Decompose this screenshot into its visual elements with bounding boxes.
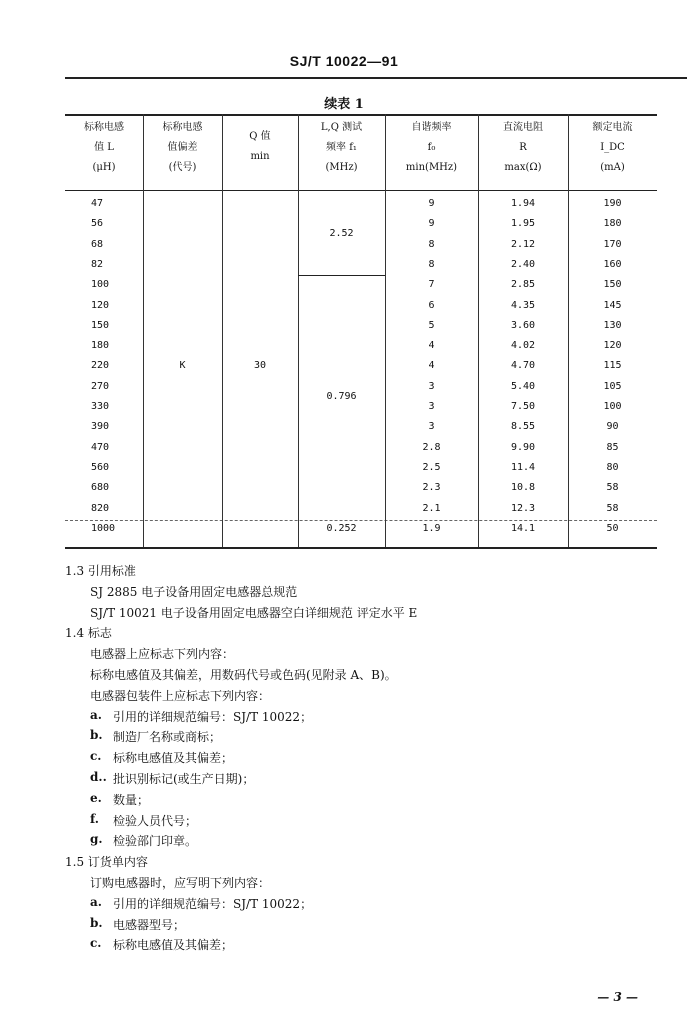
- srf-value: 9: [428, 198, 435, 209]
- table-header-cell: [222, 127, 298, 167]
- srf-value: 6: [428, 299, 435, 311]
- dcr-value: 4.35: [510, 299, 536, 311]
- table-col-divider: [222, 114, 223, 547]
- dcr-value: 1.95: [510, 218, 536, 230]
- dcr-value: 10.8: [510, 482, 536, 494]
- srf-value: 9: [428, 218, 435, 230]
- section-heading: 1.4 标志: [65, 626, 112, 641]
- table-title: 续表 1: [324, 97, 364, 112]
- paragraph-line: 标称电感值及其偏差，用数码代号或色码(见附录 A、B)。: [90, 668, 397, 682]
- marking-item-text: 数量；: [113, 792, 150, 807]
- current-value: 145: [603, 299, 622, 311]
- document-header: SJ/T 10022—91: [289, 53, 399, 69]
- marking-item-text: 检验部门印章。: [113, 834, 198, 849]
- tolerance-value: K: [179, 360, 186, 372]
- srf-value: 5: [428, 319, 435, 331]
- header-line: 标称电感: [162, 122, 203, 133]
- table-col-divider: [143, 114, 144, 547]
- srf-value: 3: [428, 401, 435, 412]
- current-value: 58: [606, 482, 619, 494]
- current-value: 58: [606, 502, 619, 514]
- srf-value: 7: [428, 279, 435, 291]
- srf-value: 4: [428, 340, 435, 352]
- order-item-label: c.: [90, 936, 102, 951]
- current-value: 160: [603, 258, 622, 270]
- table-header-cell: [478, 118, 568, 178]
- dcr-value: 9.90: [510, 441, 536, 453]
- current-value: 90: [606, 421, 619, 433]
- current-value: 190: [603, 198, 622, 209]
- inductance-value: 100: [91, 279, 110, 291]
- current-value: 105: [603, 380, 622, 392]
- header-line: 频率 f₁: [326, 142, 357, 153]
- marking-item-text: 检验人员代号；: [113, 813, 198, 828]
- header-line: f₀: [427, 142, 436, 153]
- paragraph-line: 订购电感器时，应写明下列内容：: [90, 876, 271, 890]
- dcr-value: 12.3: [510, 502, 536, 514]
- header-line: R: [519, 142, 527, 153]
- order-item-label: b.: [90, 915, 103, 930]
- test-freq-value: 0.796: [326, 390, 357, 402]
- dcr-value: 2.12: [510, 238, 536, 250]
- section-heading: 1.5 订货单内容: [65, 855, 148, 870]
- current-value: 85: [606, 441, 619, 453]
- inductance-value: 470: [91, 441, 110, 453]
- header-line: min(MHz): [405, 162, 458, 173]
- dcr-value: 2.40: [510, 258, 536, 270]
- dcr-value: 11.4: [510, 461, 536, 473]
- marking-item-label: d..: [90, 770, 107, 784]
- table-header-cell: [143, 118, 222, 178]
- order-item-text: 标称电感值及其偏差；: [113, 938, 234, 953]
- inductance-value: 82: [91, 258, 104, 270]
- inductance-value: 150: [91, 319, 110, 331]
- table-col-divider: [298, 114, 299, 547]
- marking-item-text: 制造厂名称或商标；: [113, 730, 222, 745]
- page-number: — 3 —: [597, 990, 638, 1004]
- header-line: (mA): [600, 162, 625, 173]
- order-item-text: 电感器型号；: [113, 917, 186, 932]
- srf-value: 3: [428, 421, 435, 433]
- inductance-value: 68: [91, 238, 104, 250]
- header-line: L,Q 测试: [320, 122, 363, 133]
- inductance-value: 180: [91, 340, 110, 352]
- current-value: 80: [606, 461, 619, 473]
- marking-item-label: e.: [90, 790, 102, 805]
- q-min-value: 30: [253, 360, 267, 372]
- inductance-value: 330: [91, 401, 110, 412]
- header-line: 值 L: [94, 142, 114, 153]
- marking-item-label: b.: [90, 728, 103, 743]
- current-value: 115: [603, 360, 622, 372]
- header-line: I_DC: [600, 142, 625, 153]
- header-line: (μH): [92, 162, 116, 173]
- srf-value: 8: [428, 258, 435, 270]
- srf-value: 3: [428, 380, 435, 392]
- srf-value: 8: [428, 238, 435, 250]
- inductance-value: 1000: [91, 522, 116, 534]
- header-line: 值偏差: [167, 142, 198, 153]
- header-line: (MHz): [325, 162, 358, 173]
- srf-value: 2.1: [422, 502, 441, 514]
- reference-standard: SJ 2885 电子设备用固定电感器总规范: [90, 584, 298, 599]
- inductance-value: 120: [91, 299, 110, 311]
- table-bottom-rule: [65, 547, 657, 549]
- current-value: 100: [603, 401, 622, 412]
- current-value: 130: [603, 319, 622, 331]
- marking-item-label: g.: [90, 832, 103, 847]
- paragraph-line: 电感器包装件上应标志下列内容：: [90, 688, 271, 703]
- current-value: 170: [603, 238, 622, 250]
- inductance-value: 47: [91, 198, 104, 209]
- test-freq-value: 2.52: [329, 228, 354, 240]
- header-line: (代号): [168, 162, 197, 173]
- dcr-value: 8.55: [510, 421, 536, 433]
- inductance-value: 390: [91, 421, 110, 433]
- marking-item-label: f.: [90, 811, 99, 826]
- dcr-value: 5.40: [510, 380, 536, 392]
- header-line: max(Ω): [504, 162, 542, 173]
- test-freq-group-rule: [298, 275, 385, 276]
- srf-value: 2.8: [422, 441, 441, 453]
- dcr-value: 7.50: [510, 401, 536, 412]
- header-line: min: [250, 151, 270, 162]
- section-heading: 1.3 引用标准: [65, 564, 136, 578]
- table-header-cell: [385, 118, 478, 178]
- inductance-value: 56: [91, 218, 104, 230]
- paragraph-line: 电感器上应标志下列内容：: [90, 647, 235, 662]
- inductance-value: 220: [91, 360, 110, 372]
- order-item-text: 引用的详细规范编号：SJ/T 10022；: [113, 896, 313, 911]
- inductance-value: 680: [91, 482, 110, 494]
- inductance-value: 820: [91, 502, 110, 514]
- order-item-label: a.: [90, 894, 102, 909]
- srf-value: 2.3: [422, 482, 441, 494]
- header-rule: [65, 77, 687, 79]
- dcr-value: 14.1: [510, 522, 536, 534]
- header-line: 自谐频率: [411, 122, 452, 133]
- srf-value: 1.9: [422, 522, 441, 534]
- header-line: 标称电感: [84, 122, 124, 133]
- marking-item-label: a.: [90, 707, 102, 722]
- current-value: 180: [603, 218, 622, 230]
- srf-value: 2.5: [422, 461, 441, 473]
- inductance-value: 560: [91, 461, 110, 473]
- current-value: 50: [606, 522, 619, 534]
- current-value: 150: [603, 279, 622, 291]
- dcr-value: 4.70: [510, 360, 536, 372]
- current-value: 120: [603, 340, 622, 352]
- marking-item-text: 引用的详细规范编号：SJ/T 10022；: [113, 709, 313, 724]
- table-header-cell: [298, 118, 385, 178]
- test-freq-value: 0.252: [326, 522, 357, 534]
- marking-item-text: 批识别标记(或生产日期)；: [113, 772, 255, 786]
- header-line: 额定电流: [592, 122, 633, 133]
- table-header-cell: [65, 118, 143, 178]
- inductance-value: 270: [91, 380, 110, 392]
- marking-item-text: 标称电感值及其偏差；: [113, 751, 234, 766]
- dcr-value: 2.85: [510, 279, 536, 291]
- header-line: Q 值: [249, 131, 271, 142]
- dcr-value: 1.94: [510, 198, 536, 209]
- marking-item-label: c.: [90, 749, 102, 764]
- dcr-value: 4.02: [510, 340, 536, 352]
- header-line: 直流电阻: [503, 122, 543, 133]
- table-header-cell: [568, 118, 657, 178]
- reference-standard: SJ/T 10021 电子设备用固定电感器空白详细规范 评定水平 E: [90, 605, 418, 620]
- dcr-value: 3.60: [510, 319, 536, 331]
- srf-value: 4: [428, 360, 435, 372]
